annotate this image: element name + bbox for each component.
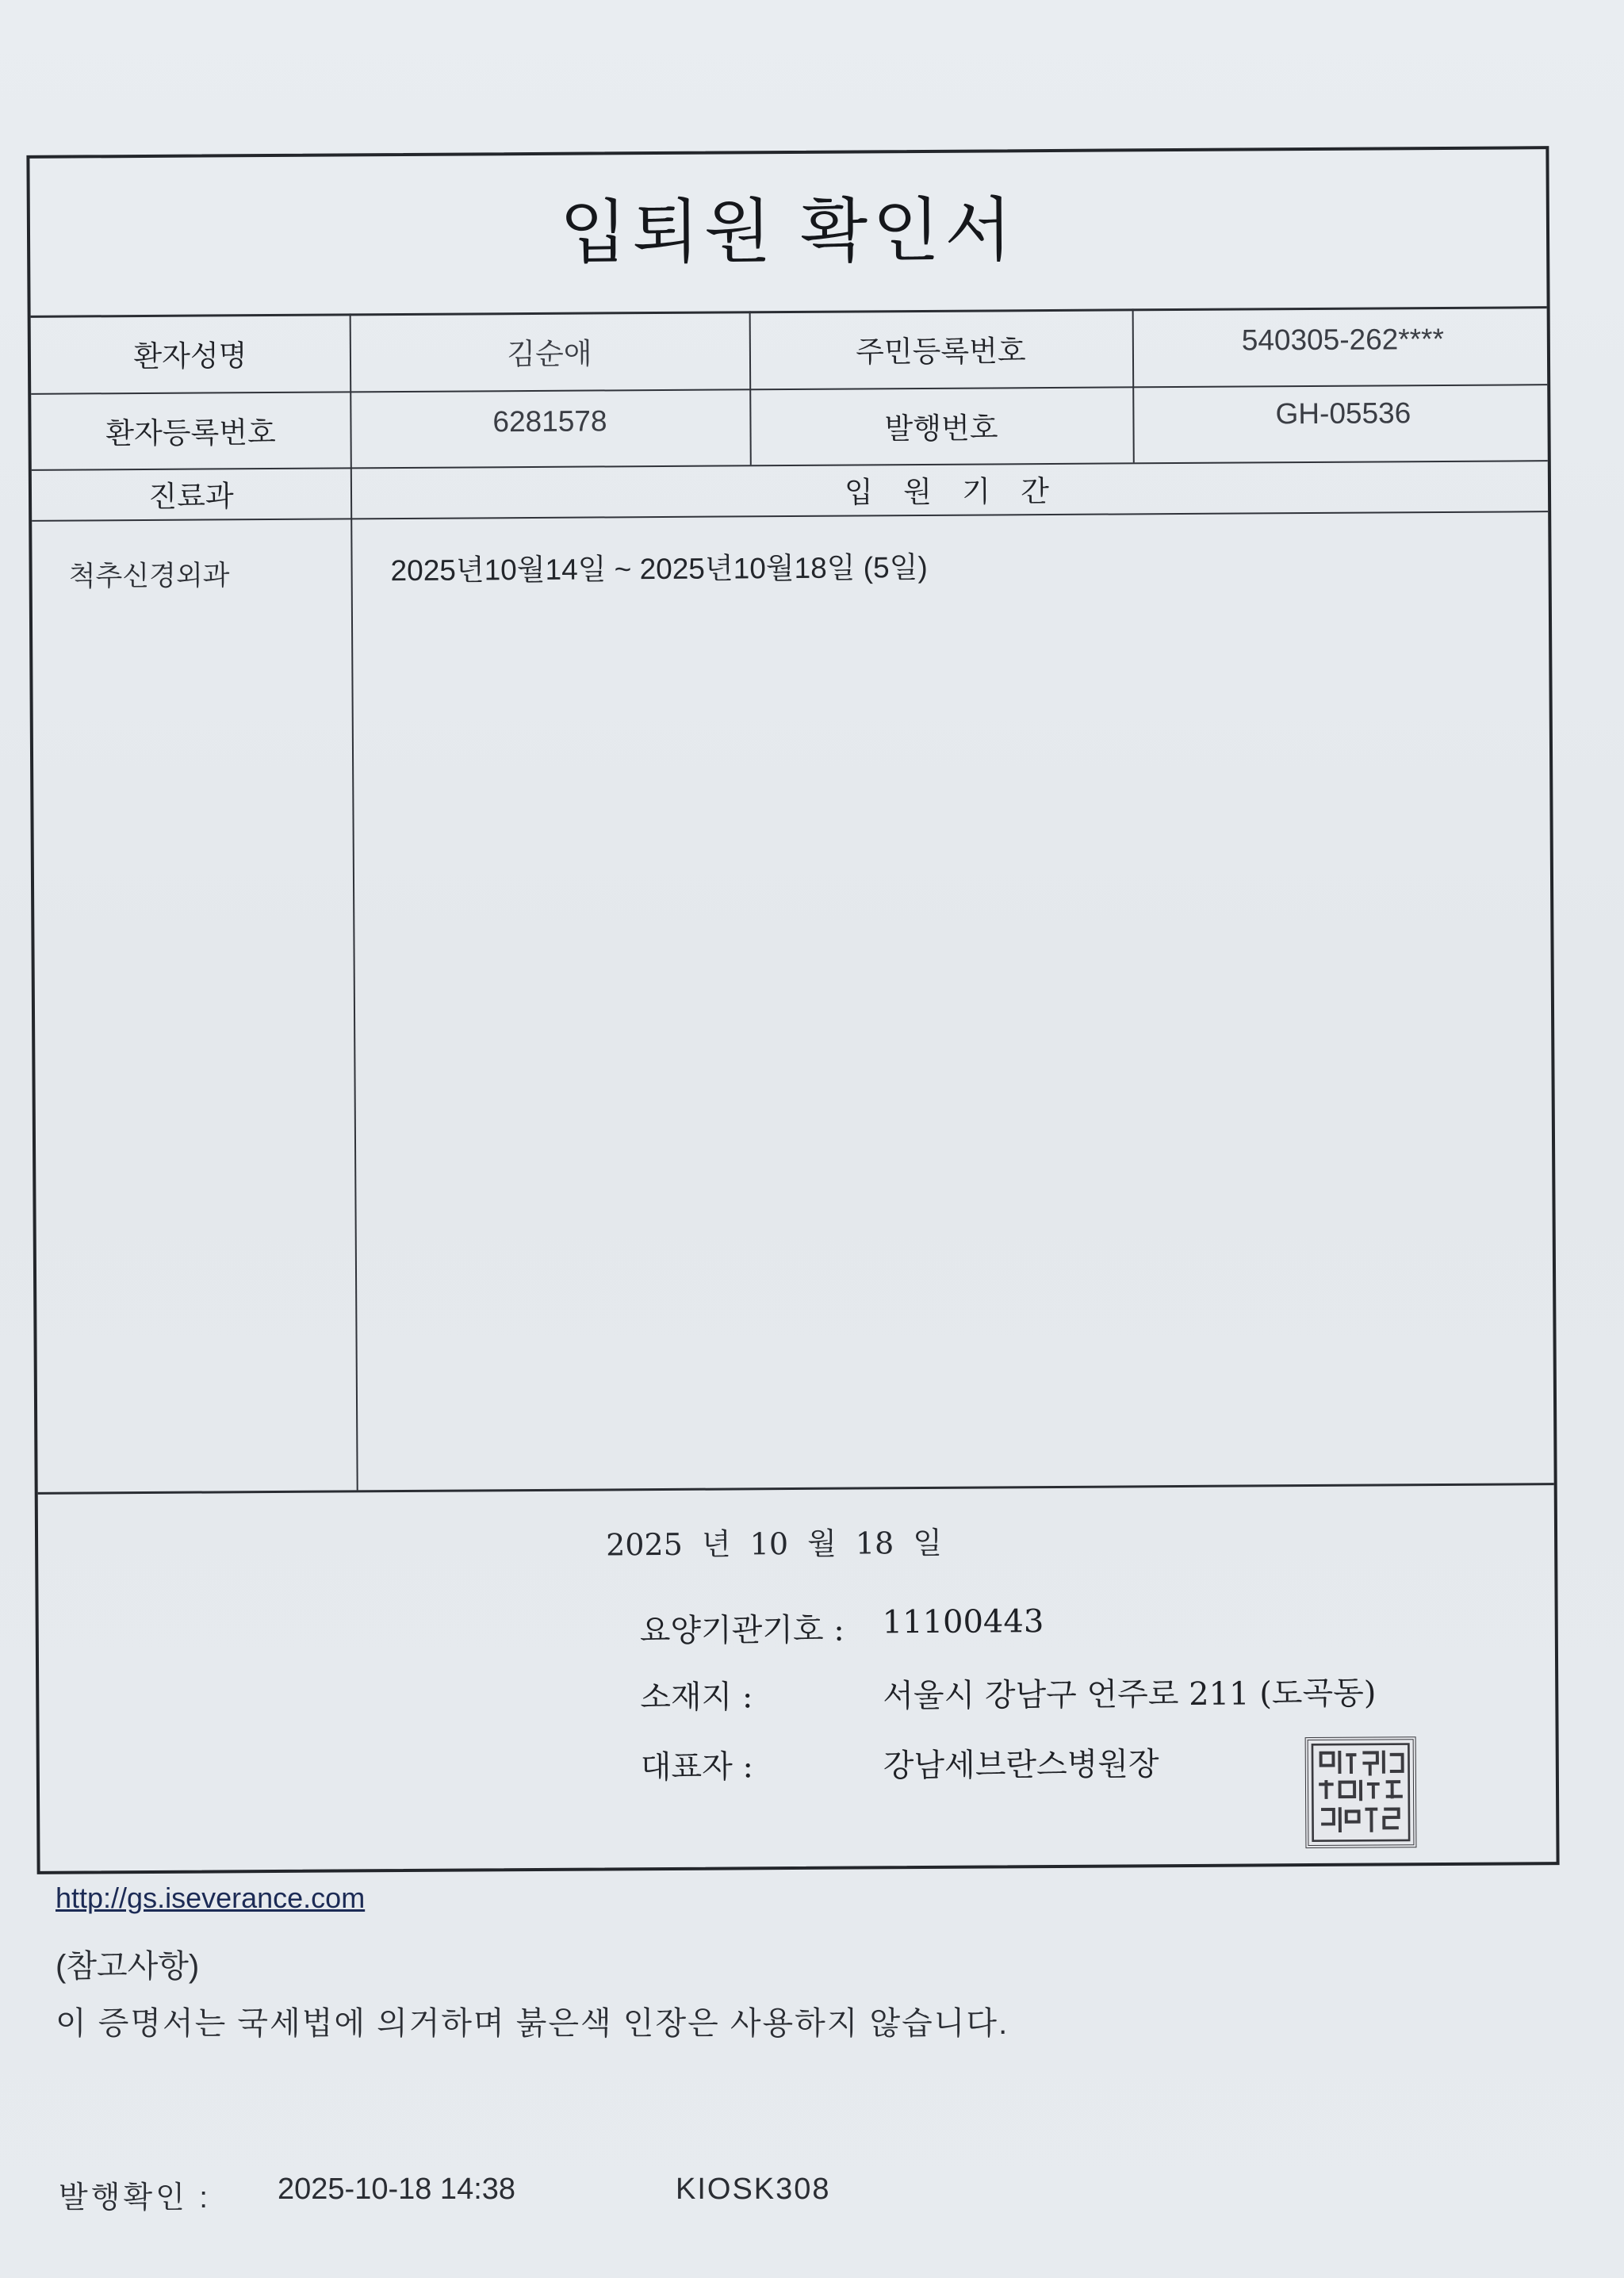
issue-no-label: 발행번호 bbox=[884, 412, 998, 446]
body-divider bbox=[38, 1483, 1554, 1495]
institution-code-row bbox=[640, 1601, 1433, 1653]
resident-no-value: 540305-262**** bbox=[1241, 322, 1445, 357]
resident-no-label: 주민등록번호 bbox=[856, 335, 1026, 369]
hospital-website-link[interactable]: http://gs.iseverance.com bbox=[56, 1882, 366, 1914]
patient-name-label: 환자성명 bbox=[133, 339, 247, 373]
address-value: 서울시 강남구 언주로 211 (도곡동) bbox=[883, 1675, 1377, 1715]
certificate-form bbox=[26, 146, 1559, 1874]
patient-reg-label: 환자등록번호 bbox=[105, 415, 276, 450]
note-text: 이 증명서는 국세법에 의거하며 붉은색 인장은 사용하지 않습니다. bbox=[56, 2006, 1009, 2041]
kiosk-id: KIOSK308 bbox=[676, 2173, 831, 2206]
official-seal-stamp bbox=[1305, 1736, 1417, 1848]
patient-name-value: 김순애 bbox=[507, 337, 592, 371]
admission-period-value: 2025년10월14일 ~ 2025년10월18일 (5일) bbox=[390, 550, 928, 588]
issue-no-value: GH-05536 bbox=[1275, 396, 1411, 431]
department-value: 척추신경외과 bbox=[68, 560, 230, 592]
period-label: 입 원 기 간 bbox=[844, 474, 1061, 509]
note-heading: (참고사항) bbox=[56, 1949, 200, 1984]
document-title: 입퇴원 확인서 bbox=[559, 190, 1017, 272]
institution-code-value: 11100443 bbox=[882, 1603, 1044, 1641]
issue-confirm-label: 발행확인 : bbox=[59, 2181, 211, 2215]
representative-label: 대표자 : bbox=[640, 1748, 754, 1786]
address-row bbox=[640, 1667, 1544, 1720]
address-label: 소재지 : bbox=[640, 1679, 753, 1717]
institution-code-label: 요양기관기호 : bbox=[639, 1611, 845, 1650]
issue-date: 2025 년 10 월 18 일 bbox=[605, 1525, 943, 1563]
representative-value: 강남세브란스병원장 bbox=[883, 1746, 1159, 1785]
department-label: 진료과 bbox=[148, 480, 234, 513]
issue-confirm-datetime: 2025-10-18 14:38 bbox=[278, 2173, 516, 2206]
patient-reg-value: 6281578 bbox=[492, 404, 607, 438]
